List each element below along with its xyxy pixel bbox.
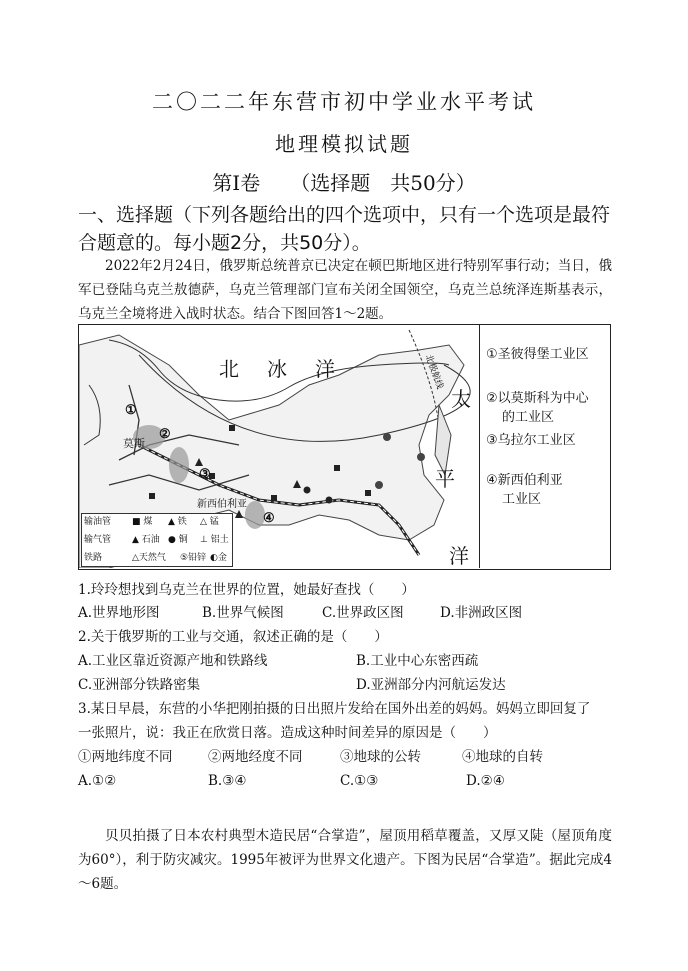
industrial-zone-4: [245, 501, 265, 529]
pbzn-symbol: [326, 497, 333, 504]
zone-num-3: ③: [199, 467, 211, 482]
legend-oil: ▲ 石油: [132, 535, 160, 545]
q3-option-c: C.①③: [340, 773, 379, 789]
q1-option-d: D.非洲政区图: [440, 605, 523, 621]
q3-option-a: A.①②: [78, 773, 117, 789]
legend-zone-4b: 工业区: [502, 492, 542, 507]
map-legend-right: [479, 325, 611, 568]
q3-choice-2: ②两地经度不同: [208, 749, 303, 765]
q1-option-b: B.世界气候图: [202, 605, 284, 621]
map-legend-left: [81, 513, 233, 567]
legend-zone-2a: ②以莫斯科为中心: [486, 391, 589, 406]
exam-subtitle: 地理模拟试题: [275, 132, 413, 156]
gold-symbol: [375, 481, 383, 489]
q3-choice-4: ④地球的自转: [462, 749, 543, 765]
legend-coal: ■ 煤: [132, 517, 153, 527]
city-label-moscow: 莫斯: [123, 437, 145, 450]
intro-paragraph-1: 2022年2月24日，俄罗斯总统普京已决定在顿巴斯地区进行特别军事行动；当日，俄军已登陆乌克兰敖德萨，乌克兰管理部门宣布关闭全国领空，乌克兰总统泽连斯基表示，乌克兰全境将进入战时状态。结合下图回答1～2题。: [78, 258, 612, 322]
q3-choice-3: ③地球的公转: [340, 749, 421, 765]
intro-paragraph-2: 贝贝拍摄了日本农村典型木造民居“合掌造”，屋顶用稻草覆盖，又厚又陡（屋顶角度为60°），利于防灾减灾。1995年被评为世界文化遗产。下图为民居“合掌造”。据此完成4～6题。: [78, 828, 612, 892]
legend-coal-text: 煤: [143, 517, 153, 527]
q2-option-b: B.工业中心东密西疏: [356, 653, 479, 669]
legend-iron-text: 铁: [177, 517, 187, 527]
zone-num-2: ②: [159, 427, 171, 442]
question-1-stem: 1.玲玲想找到乌克兰在世界的位置，她最好查找（ ）: [78, 582, 415, 598]
legend-al-text: 铝土: [210, 535, 229, 545]
legend-oil-pipe: 输油管: [84, 517, 112, 527]
legend-zone-3: ③乌拉尔工业区: [486, 433, 576, 448]
q1-option-a: A.世界地形图: [78, 605, 160, 621]
legend-oil-text: 石油: [141, 535, 160, 545]
exam-title: 二〇二二年东营市初中学业水平考试: [152, 90, 536, 114]
q3-option-d: D.②④: [466, 773, 505, 789]
legend-al: ⊥ 铝土: [200, 535, 229, 545]
question-3-stem-1: 3.某日早晨，东营的小华把刚拍摄的日出照片发给在国外出差的妈妈。妈妈立即回复了: [78, 701, 591, 717]
q2-option-a: A.工业区靠近资源产地和铁路线: [78, 653, 268, 669]
coal-symbol: [149, 493, 155, 499]
question-2-stem: 2.关于俄罗斯的工业与交通，叙述正确的是（ ）: [78, 629, 388, 645]
coal-symbol: [229, 425, 235, 431]
legend-iron: ▲ 铁: [168, 517, 187, 527]
q1-option-c: C.世界政区图: [322, 605, 404, 621]
ocean-char: 冰: [267, 357, 315, 381]
legend-gas-text: 天然气: [138, 553, 166, 563]
industrial-zone-3: [169, 447, 189, 483]
pbzn-symbol: [304, 487, 311, 494]
section-heading: 一、选择题（下列各题给出的四个选项中，只有一个选项是最符合题意的。每小题2分，共50分）。: [78, 204, 611, 254]
coal-symbol: [334, 465, 340, 471]
russia-industry-map: [78, 324, 611, 570]
ocean-label-pacific-1: 太: [451, 387, 471, 411]
ocean-char: 北: [219, 357, 267, 381]
legend-gas-pipe: 输气管: [84, 535, 112, 545]
q3-choice-1: ①两地纬度不同: [78, 749, 173, 765]
legend-railway: 铁路: [84, 553, 103, 563]
sea-route-label: 北极航线: [422, 353, 445, 391]
legend-mn-text: 锰: [209, 517, 219, 527]
zone-num-4: ④: [263, 511, 275, 526]
legend-copper-text: 铜: [178, 535, 188, 545]
legend-zone-1: ①圣彼得堡工业区: [486, 347, 589, 362]
city-label-novosibirsk: 新西伯利亚: [197, 499, 247, 510]
legend-pbzn: ⑤铅锌: [180, 553, 207, 563]
legend-gold-text: 金: [217, 553, 227, 563]
legend-gold: ◐金: [210, 553, 227, 563]
q2-option-d: D.亚洲部分内河航运发达: [356, 677, 506, 693]
gold-symbol: [417, 453, 425, 461]
legend-mn: △ 锰: [200, 517, 219, 527]
ocean-label-pacific-2: 平: [435, 467, 455, 491]
volume-note: （选择题 共50分）: [290, 171, 476, 195]
ocean-char: 洋: [315, 357, 363, 381]
gold-symbol: [383, 433, 391, 441]
volume-label: 第Ⅰ卷: [212, 171, 261, 195]
legend-gas: △天然气: [132, 553, 166, 563]
question-3-stem-2: 一张照片，说：我正在欣赏日落。造成这种时间差异的原因是（ ）: [78, 725, 497, 741]
coal-symbol: [271, 495, 277, 501]
legend-copper: ● 铜: [168, 535, 188, 545]
volume-heading: [0, 167, 688, 196]
q2-option-c: C.亚洲部分铁路密集: [78, 677, 201, 693]
q3-option-b: B.③④: [208, 773, 247, 789]
ocean-label-pacific-3: 洋: [449, 544, 469, 568]
legend-pbzn-text: 铅锌: [188, 553, 207, 563]
legend-zone-2b: 的工业区: [502, 410, 555, 425]
coal-symbol: [365, 490, 371, 496]
legend-zone-4a: ④新西伯利亚: [486, 473, 563, 488]
ocean-label-north: [219, 353, 363, 382]
zone-num-1: ①: [125, 403, 137, 418]
